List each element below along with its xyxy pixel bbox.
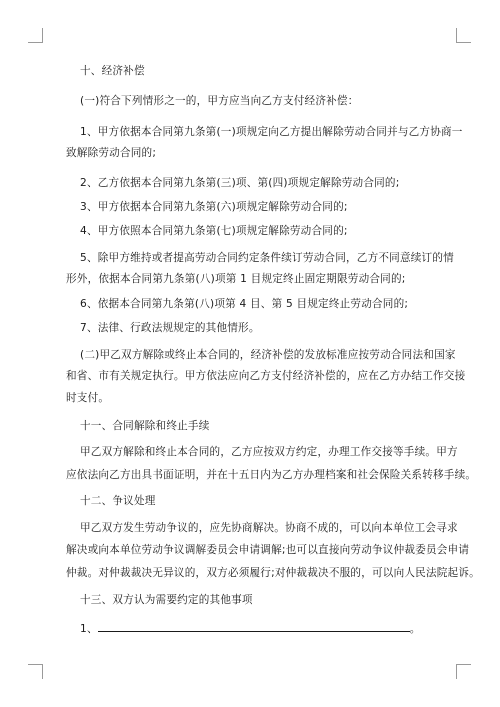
paragraph-line: (二)甲乙双方解除或终止本合同的，经济补偿的发放标准应按劳动合同法和国家 — [80, 349, 456, 361]
paragraph-line: 7、法律、行政法规规定的其他情形。 — [80, 322, 260, 334]
paragraph-line: 5、除甲方维持或者提高劳动合同约定条件续订劳动合同，乙方不同意续订的情 — [80, 252, 454, 264]
crop-mark-bottom-right — [456, 664, 471, 679]
paragraph-line: 4、甲方依照本合同第九条第(七)项规定解除劳动合同的; — [80, 225, 348, 237]
paragraph-line: 致解除劳动合同的; — [66, 147, 157, 159]
crop-mark-bottom-left — [28, 664, 43, 679]
item-end-mark: 。 — [409, 623, 421, 635]
paragraph-line: 解决或向本单位劳动争议调解委员会申请调解;也可以直接向劳动争议仲裁委员会申请 — [66, 544, 470, 556]
paragraph-line: 应依法向乙方出具书面证明，并在十五日内为乙方办理档案和社会保险关系转移手续。 — [66, 469, 477, 481]
crop-mark-top-right — [456, 28, 471, 43]
paragraph-line: 时支付。 — [66, 392, 110, 404]
paragraph-line: 甲乙双方发生劳动争议的，应先协商解决。协商不成的，可以向本单位工会寻求 — [80, 522, 458, 534]
blank-item-1 — [80, 620, 421, 636]
section-heading-economic-compensation: 十、经济补偿 — [80, 65, 145, 77]
paragraph-line: 甲乙双方解除和终止本合同的，乙方应按双方约定，办理工作交接等手续。甲方 — [80, 446, 458, 458]
section-heading-dispute-resolution: 十二、争议处理 — [80, 495, 156, 507]
section-heading-other-matters: 十三、双方认为需要约定的其他事项 — [80, 594, 253, 606]
paragraph-line: 6、依据本合同第九条第(八)项第 4 目、第 5 目规定终止劳动合同的; — [80, 298, 409, 310]
paragraph-line: 2、乙方依据本合同第九条第(三)项、第(四)项规定解除劳动合同的; — [80, 177, 400, 189]
fill-in-blank-line[interactable] — [98, 620, 410, 632]
paragraph-line: (一)符合下列情形之一的，甲方应当向乙方支付经济补偿： — [80, 95, 359, 107]
paragraph-line: 和省、市有关规定执行。甲方依法应向乙方支付经济补偿的，应在乙方办结工作交接 — [66, 370, 466, 382]
section-heading-contract-termination: 十一、合同解除和终止手续 — [80, 420, 210, 432]
item-number: 1、 — [80, 623, 98, 635]
crop-mark-top-left — [28, 28, 43, 43]
paragraph-line: 仲裁。对仲裁裁决无异议的，双方必须履行;对仲裁裁决不服的，可以向人民法院起诉。 — [66, 567, 480, 579]
paragraph-line: 形外，依据本合同第九条第(八)项第 1 目规定终止固定期限劳动合同的; — [66, 273, 406, 285]
paragraph-line: 3、甲方依据本合同第九条第(六)项规定解除劳动合同的; — [80, 201, 348, 213]
paragraph-line: 1、甲方依据本合同第九条第(一)项规定向乙方提出解除劳动合同并与乙方协商一 — [80, 126, 463, 138]
